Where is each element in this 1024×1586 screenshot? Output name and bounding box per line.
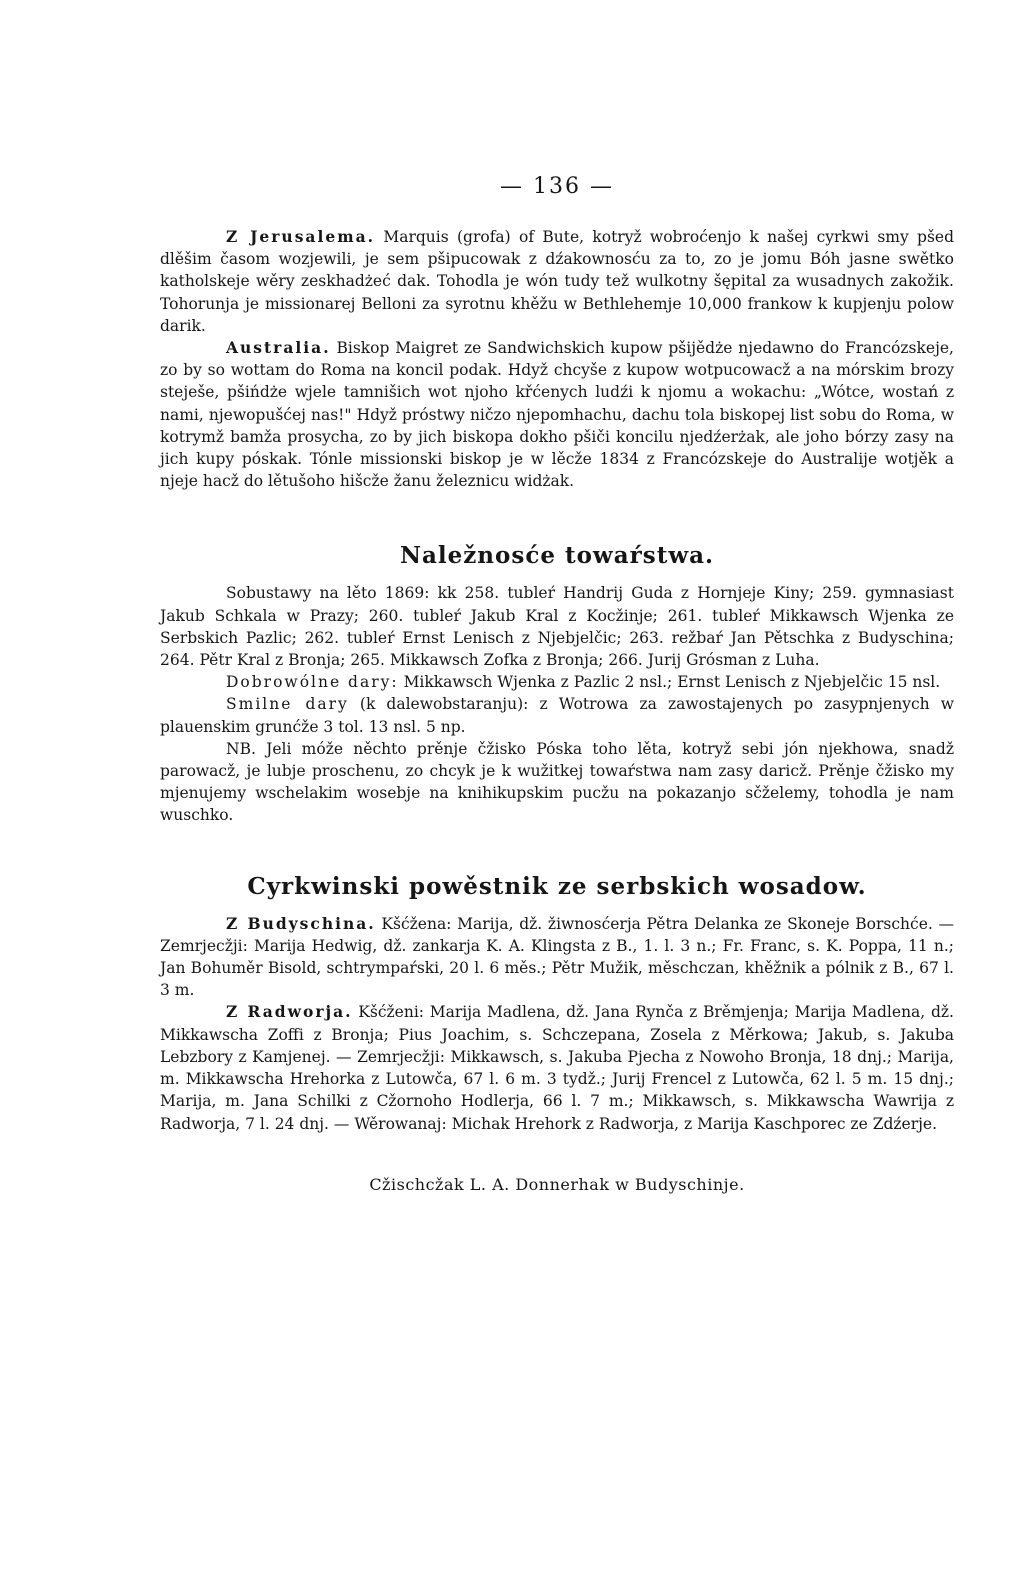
paragraph-lead: NB. [226, 739, 256, 758]
paragraph-lead: Z Jerusalema. [226, 227, 376, 246]
paragraph-lead: Australia. [226, 338, 331, 358]
paragraph-label: Dobrowólne dary: [226, 673, 399, 692]
printer-imprint: Cžischcžak L. A. Donnerhak w Budyschinje. [369, 1174, 745, 1194]
paragraph-text: Kšćžena: Marija, dž. žiwnosćerja Pětra Delanka ze Skoneje Borschće. — Zemrjecžji: Marija Hedwig, dž. zankarja K. A. Klingsta z B., 1. l. 3 n.; Fr. Franc, s. K. Poppa, 11 n.; Jan Bohuměr Bisold, schtrympaŕski, 20 l. 6 měs.; Pětr Mužik, měschczan, khěžnik a pólnik z B., 67 l. 3 m. [160, 914, 954, 1000]
paragraph-lead: Z Radworja. [226, 1002, 353, 1022]
paragraph-text: Mikkawsch Wjenka z Pazlic 2 nsl.; Ernst Lenisch z Njebjelčic 15 nsl. [403, 673, 941, 692]
paragraph-text: Marquis (grofa) of Bute, kotryž wobroćenjo k našej cyrkwi smy pšed dlěšim časom wozjewili, je sem pšipucowak z dźakownosću za to, zo je jomu Bóh jasne swětko katholskeje wěry zeskhadżeć dak. Tohodla je wón tudy tež wulkotny šępital za wusadnych zakožik. Tohorunja je missionarej Belloni za syrotnu khěžu w Bethlehemje 10,000 frankow k kupjenju polow darik. [160, 228, 954, 335]
charity-gifts-paragraph [160, 693, 954, 737]
section-title-church-news: Cyrkwinski powěstnik ze serbskich wosadow. [247, 872, 867, 900]
paragraph-text: Biskop Maigret ze Sandwichskich kupow pšijědże njedawno do Francózskeje, zo by so wottam do Roma na koncil podak. Hdyž chcyše z kupow wotpucowacž a na mórskim brozy steješe, pšińdże wjele tamnišich wot njoho křćenych ludźi k njomu a wokachu: „Wótce, wostań z nami, njewopušćej nas!" Hdyž próstwy ničzo njepomhachu, dachu tola biskopej list sobu do Roma, w kotrymž bamža prosycha, zo by jich biskopa dokho pšiči koncilu njedźerżak, ale joho bórzy zasy na jich kupy póskak. Tónle missionski biskop je w lěcže 1834 z Francózskeje do Australije wotjěk a njeje hacž do lětušoho hišcže žanu železnicu widżak. [160, 339, 954, 491]
paragraph-text: (k dalewobstaranju): z Wotrowa za zawostajenych po zasypnjenych w plauenskim grunćže 3 tol. 13 nsl. 5 np. [160, 695, 954, 736]
parish-paragraph-budyschin [160, 913, 954, 1002]
section-title-society: Naležnosće towaŕstwa. [399, 542, 715, 570]
nota-bene-paragraph [160, 738, 954, 827]
members-paragraph: Sobustawy na lěto 1869: kk 258. tubleŕ Handrij Guda z Hornjeje Kiny; 259. gymnasiast Jakub Schkala w Prazy; 260. tubleŕ Jakub Kral z Kocžinje; 261. tubleŕ Mikkawsch Wjenka ze Serbskich Pazlic; 262. tubleŕ Ernst Lenisch z Njebjelčic; 263. režbaŕ Jan Pětschka z Budyschina; 264. Pětr Kral z Bronja; 265. Mikkawsch Zofka z Bronja; 266. Jurij Grósman z Luha. [160, 584, 954, 670]
parish-paragraph-radwor [160, 1001, 954, 1134]
page-number: — 136 — [500, 174, 614, 199]
paragraph-text: Jeli móže něchto prěnje čžisko Póska toho lěta, kotryž sebi jón njekhowa, snadž parowacž, je lubje proschenu, zo chcyk je k wužitkej towaŕstwa nam zasy daricž. Prěnje čžisko my mjenujemy wschelakim wosebje na knihikupskim pucžu na pokazanjo sčželemy, tohodla je nam wuschko. [160, 739, 954, 825]
document-page [160, 170, 954, 1560]
voluntary-gifts-paragraph [160, 671, 954, 693]
news-paragraph-jerusalem [160, 226, 954, 337]
paragraph-text: Kšćženi: Marija Madlena, dž. Jana Rynča z Brěmjenja; Marija Madlena, dž. Mikkawscha Zoffi z Bronja; Pius Joachim, s. Schczepana, Zosela z Měrkowa; Jakub, s. Jakuba Lebzbory z Kamjenej. — Zemrjecžji: Mikkawsch, s. Jakuba Pjecha z Nowoho Bronja, 18 dnj.; Marija, m. Mikkawscha Hrehorka z Lutowča, 67 l. 6 m. 3 tydž.; Jurij Frencel z Lutowča, 62 l. 5 m. 15 dnj.; Marija, m. Jana Schilki z Cžornoho Hodlerja, 66 l. 7 m.; Mikkawsch, s. Mikkawscha Wawrija z Radworja, 7 l. 24 dnj. — Wěrowanaj: Michak Hrehork z Radworja, z Marija Kaschporec ze Zdźerje. [160, 1003, 954, 1133]
paragraph-label: Smilne dary [226, 695, 349, 714]
paragraph-lead: Z Budyschina. [226, 913, 376, 933]
news-paragraph-australia [160, 337, 954, 492]
